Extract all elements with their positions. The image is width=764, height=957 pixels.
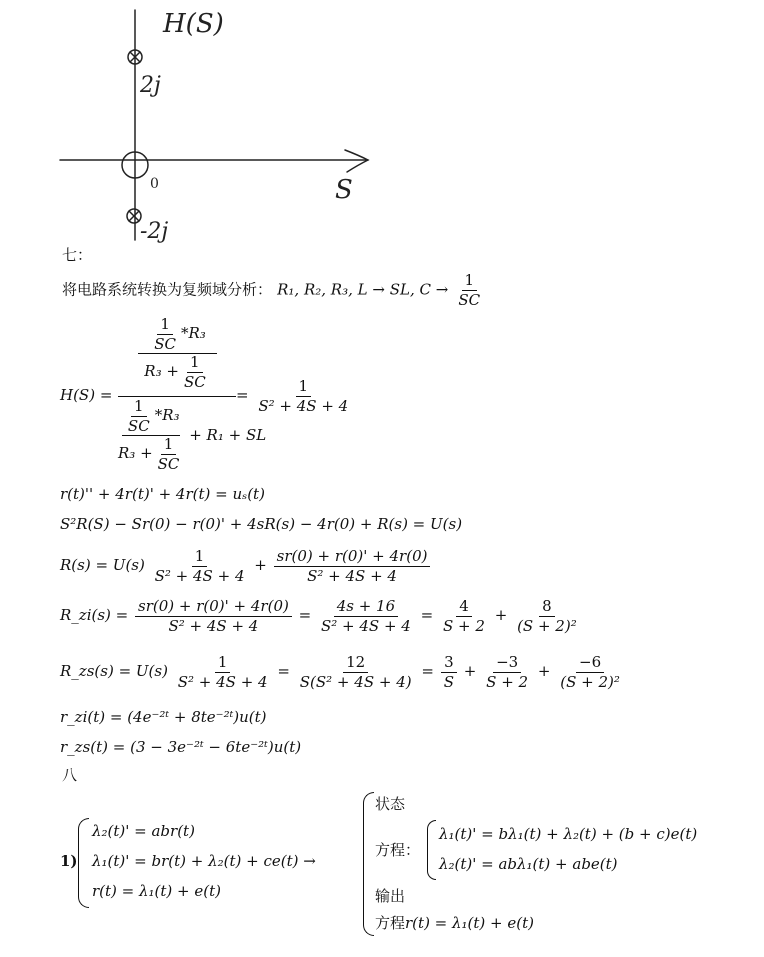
system-eq-3: r(t) = λ₁(t) + e(t) <box>92 882 221 900</box>
laplace-equation: S²R(S) − Sr(0) − r(0)' + 4sR(s) − 4r(0) + R(s) = U(s) <box>60 515 463 533</box>
pole-zero-plot <box>0 0 420 245</box>
transfer-function-denominator: $\frac{1}{SC}$ *R₃ R₃ + $\frac{1}{SC}$ + R₁ + SL <box>118 397 267 473</box>
transfer-function-lhs: H(S) = <box>60 386 113 404</box>
origin-label: 0 <box>150 176 159 192</box>
output-equation: 方程r(t) = λ₁(t) + e(t) <box>375 914 534 932</box>
intro-text: 将电路系统转换为复频域分析： <box>62 280 273 299</box>
transfer-function-result: = $\frac{1}{\text{S² + 4S + 4}}$ <box>236 377 349 415</box>
section-7-heading: 七： <box>62 246 93 264</box>
result-brace <box>363 792 374 936</box>
zero-input-response-s: R_zi(s) = $\frac{sr(0) + r(0)' + 4r(0)}{\text{S² + 4S + 4}}$ = $\frac{4s + 16}{\text{S² + 4S + 4}}$ = $\frac{4}{S + 2}$ + $\frac{8}{\text{(S + 2)²}}$ <box>60 597 577 635</box>
differential-equation: r(t)'' + 4r(t)' + 4r(t) = uₛ(t) <box>60 485 265 503</box>
state-eq-1: λ₁(t)' = bλ₁(t) + λ₂(t) + (b + c)e(t) <box>439 825 698 843</box>
system-brace <box>78 818 89 908</box>
section-8-heading: 八 <box>62 766 78 784</box>
system-eq-1: λ₂(t)' = abr(t) <box>92 822 195 840</box>
section-7-intro <box>62 272 485 308</box>
transfer-function-numerator: $\frac{1}{SC}$ *R₃ R₃ + $\frac{1}{SC}$ <box>120 316 235 390</box>
intro-math: R₁, R₂, R₃, L → SL, C → <box>277 280 449 299</box>
output-label-1: 输出 <box>375 887 406 905</box>
plot-title: H(S) <box>163 9 224 39</box>
s-axis-label: S <box>335 175 353 205</box>
response-equation: R(s) = U(s) $\frac{1}{\text{S² + 4S + 4}}$ + $\frac{sr(0) + r(0)' + 4r(0)}{\text{S² + 4S + 4}}$ <box>60 548 432 584</box>
state-label-1: 状态 <box>375 795 406 813</box>
zero-top-label: 2j <box>140 73 161 98</box>
zero-input-response-t: r_zi(t) = (4e⁻²ᵗ + 8te⁻²ᵗ)u(t) <box>60 708 267 726</box>
state-label-2: 方程： <box>375 841 421 859</box>
zero-state-response-t: r_zs(t) = (3 − 3e⁻²ᵗ − 6te⁻²ᵗ)u(t) <box>60 738 302 756</box>
zero-state-response-s: R_zs(s) = U(s) $\frac{1}{\text{S² + 4S + 4}}$ = $\frac{12}{\text{S(S² + 4S + 4)}}$ = $\frac{3}{S}$ + $\frac{-3}{S + 2}$ + $\frac{-6}{\text{(S + 2)²}}$ <box>60 653 620 691</box>
zero-bottom-label: -2j <box>140 219 169 244</box>
state-brace <box>427 820 436 880</box>
intro-fraction: $\frac{1}{SC}$ <box>458 271 481 309</box>
item-number: 1) <box>60 852 78 870</box>
system-eq-2: λ₁(t)' = br(t) + λ₂(t) + ce(t) → <box>92 852 316 870</box>
state-eq-2: λ₂(t)' = abλ₁(t) + abe(t) <box>439 855 618 873</box>
